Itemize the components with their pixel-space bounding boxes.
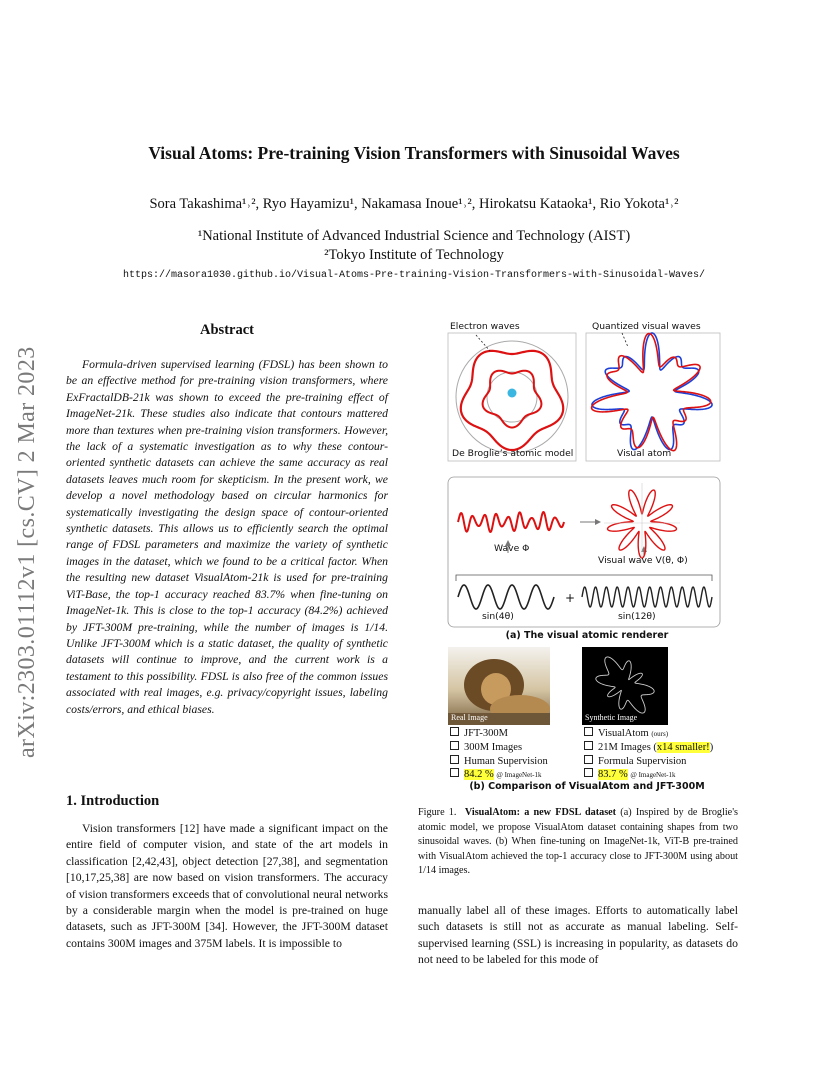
author-list: Sora Takashima¹˒², Ryo Hayamizu¹, Nakamasa Inoue¹˒², Hirokatsu Kataoka¹, Rio Yokota¹˒² (149, 196, 679, 212)
checkbox-icon (584, 755, 593, 764)
electron-wave-inner (483, 371, 542, 428)
nucleus (508, 389, 517, 398)
paper-title: Visual Atoms: Pre-training Vision Transformers with Sinusoidal Waves (148, 143, 680, 163)
checkbox-icon (584, 741, 593, 750)
visual-atom-red-shape (592, 334, 711, 451)
jft-row-supervision: Human Supervision (450, 755, 548, 769)
label-visual-atom: Visual atom (617, 448, 672, 459)
project-url[interactable]: https://masora1030.github.io/Visual-Atoms-Pre-training-Vision-Transformers-with-Sinusoidal-Waves/ (122, 270, 706, 281)
affiliation-tokyo-tech: ²Tokyo Institute of Technology (324, 247, 504, 263)
synthetic-shape (596, 657, 654, 713)
label-electron-waves: Electron waves (450, 321, 520, 332)
label-quantized-waves: Quantized visual waves (592, 321, 701, 332)
checkbox-icon (584, 768, 593, 777)
label-wave-phi: Wave Φ (494, 543, 530, 554)
jft-comparison-list (450, 727, 548, 782)
subcaption-b: (b) Comparison of VisualAtom and JFT-300M (469, 781, 705, 792)
affiliation-aist: ¹National Institute of Advanced Industrial Science and Technology (AIST) (197, 228, 631, 244)
label-visual-wave: Visual wave V(θ, Φ) (598, 555, 688, 566)
arxiv-identifier: arXiv:2303.01112v1 [cs.CV] 2 Mar 2023 (14, 346, 40, 758)
introduction-text: Vision transformers [12] have made a significant impact on the entire field of computer vision, and state of the art models in classification [2,42,43], object detection [27,38], and segmentation [10,17,25,38] are now based on vision transformers. The accuracy of vision transformers exceeds that of convolutional neural networks by a considerable margin when the model is pre-trained on huge datasets, such as JFT-300M [34]. However, the JFT-300M dataset contains 300M images and 375M labels. It is impossible to (66, 822, 388, 950)
renderer-panel (448, 477, 720, 627)
label-real-image: Real Image (451, 713, 488, 722)
sum-bracket (456, 575, 712, 581)
checkbox-icon (584, 727, 593, 736)
label-de-broglie: De Broglie’s atomic model (452, 448, 574, 459)
sin12-curve (582, 587, 712, 607)
label-sin4: sin(4θ) (482, 611, 514, 622)
va-row-name: VisualAtom (ours) (584, 727, 713, 741)
plus-sign: + (565, 591, 576, 605)
figure-diagram (442, 315, 742, 633)
quantized-waves-pointer (622, 333, 628, 347)
checkbox-icon (450, 741, 459, 750)
checkbox-icon (450, 755, 459, 764)
checkbox-icon (450, 727, 459, 736)
figure-caption: Figure 1. VisualAtom: a new FDSL dataset (a) Inspired by de Broglie's atomic model, we propose VisualAtom dataset containing shapes from two sinusoidal waves. (b) When fine-tuning on ImageNet-1k, ViT-B pre-trained with VisualAtom achieved the top-1 accuracy close to JFT-300M using about 1/14 images. (418, 807, 739, 876)
jft-row-accuracy: 84.2 % @ ImageNet-1k (450, 768, 548, 782)
right-column-text: manually label all of these images. Efforts to automatically label such datasets is still not as accurate as manual labeling. Self-supervised learning (SSL) is increasing in popularity, as datasets do not need to be labeled for this mode of (418, 904, 738, 967)
label-synthetic-image: Synthetic Image (585, 713, 638, 722)
wave-phi-curve (458, 512, 564, 532)
jft-row-name: JFT-300M (450, 727, 548, 741)
va-row-supervision: Formula Supervision (584, 755, 713, 769)
checkbox-icon (450, 768, 459, 777)
abstract-heading: Abstract (200, 322, 254, 338)
visual-atom-blue-shape (592, 333, 712, 450)
label-sin12: sin(12θ) (618, 611, 656, 622)
electron-wave-outer (461, 351, 563, 450)
visualatom-comparison-list (584, 727, 713, 782)
abstract-text: Formula-driven supervised learning (FDSL) has been shown to be an effective method for pre-training vision transformers, where ExFractalDB-21k was shown to exceed the pre-training effect of ImageNet-21k. These studies also indicate that contours mattered more than textures when pre-training vision transformers. However, the lack of a systematic investigation as to why these contour-oriented synthetic datasets can achieve the same accuracy as real datasets leaves much room for skepticism. In the present work, we develop a novel methodology based on circular harmonics for systematically investigating the design space of contour-oriented synthetic datasets. This allows us to efficiently search the optimal range of FDSL parameters and maximize the variety of synthetic images in the dataset, which we found to be a critical factor. When the resulting new dataset VisualAtom-21k is used for pre-training ViT-Base, the top-1 accuracy reached 83.7% when fine-tuning on ImageNet-1k. This is close to the top-1 accuracy (84.2%) achieved by JFT-300M pre-training, while the number of images is 1/14. Unlike JFT-300M which is a static dataset, the quality of synthetic datasets will continue to improve, and the current work is a testament to this possibility. FDSL is also free of the common issues associated with real images, e.g. privacy/copyright issues, labeling costs/errors, and ethical biases. (66, 358, 388, 716)
subcaption-a: (a) The visual atomic renderer (505, 630, 669, 641)
sin4-curve (458, 585, 554, 609)
figure-1 (442, 315, 742, 792)
real-image-photo (448, 647, 550, 725)
synthetic-image (582, 647, 668, 725)
introduction-heading: 1. Introduction (66, 793, 160, 809)
jft-row-images: 300M Images (450, 741, 548, 755)
va-row-accuracy: 83.7 % @ ImageNet-1k (584, 768, 713, 782)
va-row-images: 21M Images (x14 smaller!) (584, 741, 713, 755)
